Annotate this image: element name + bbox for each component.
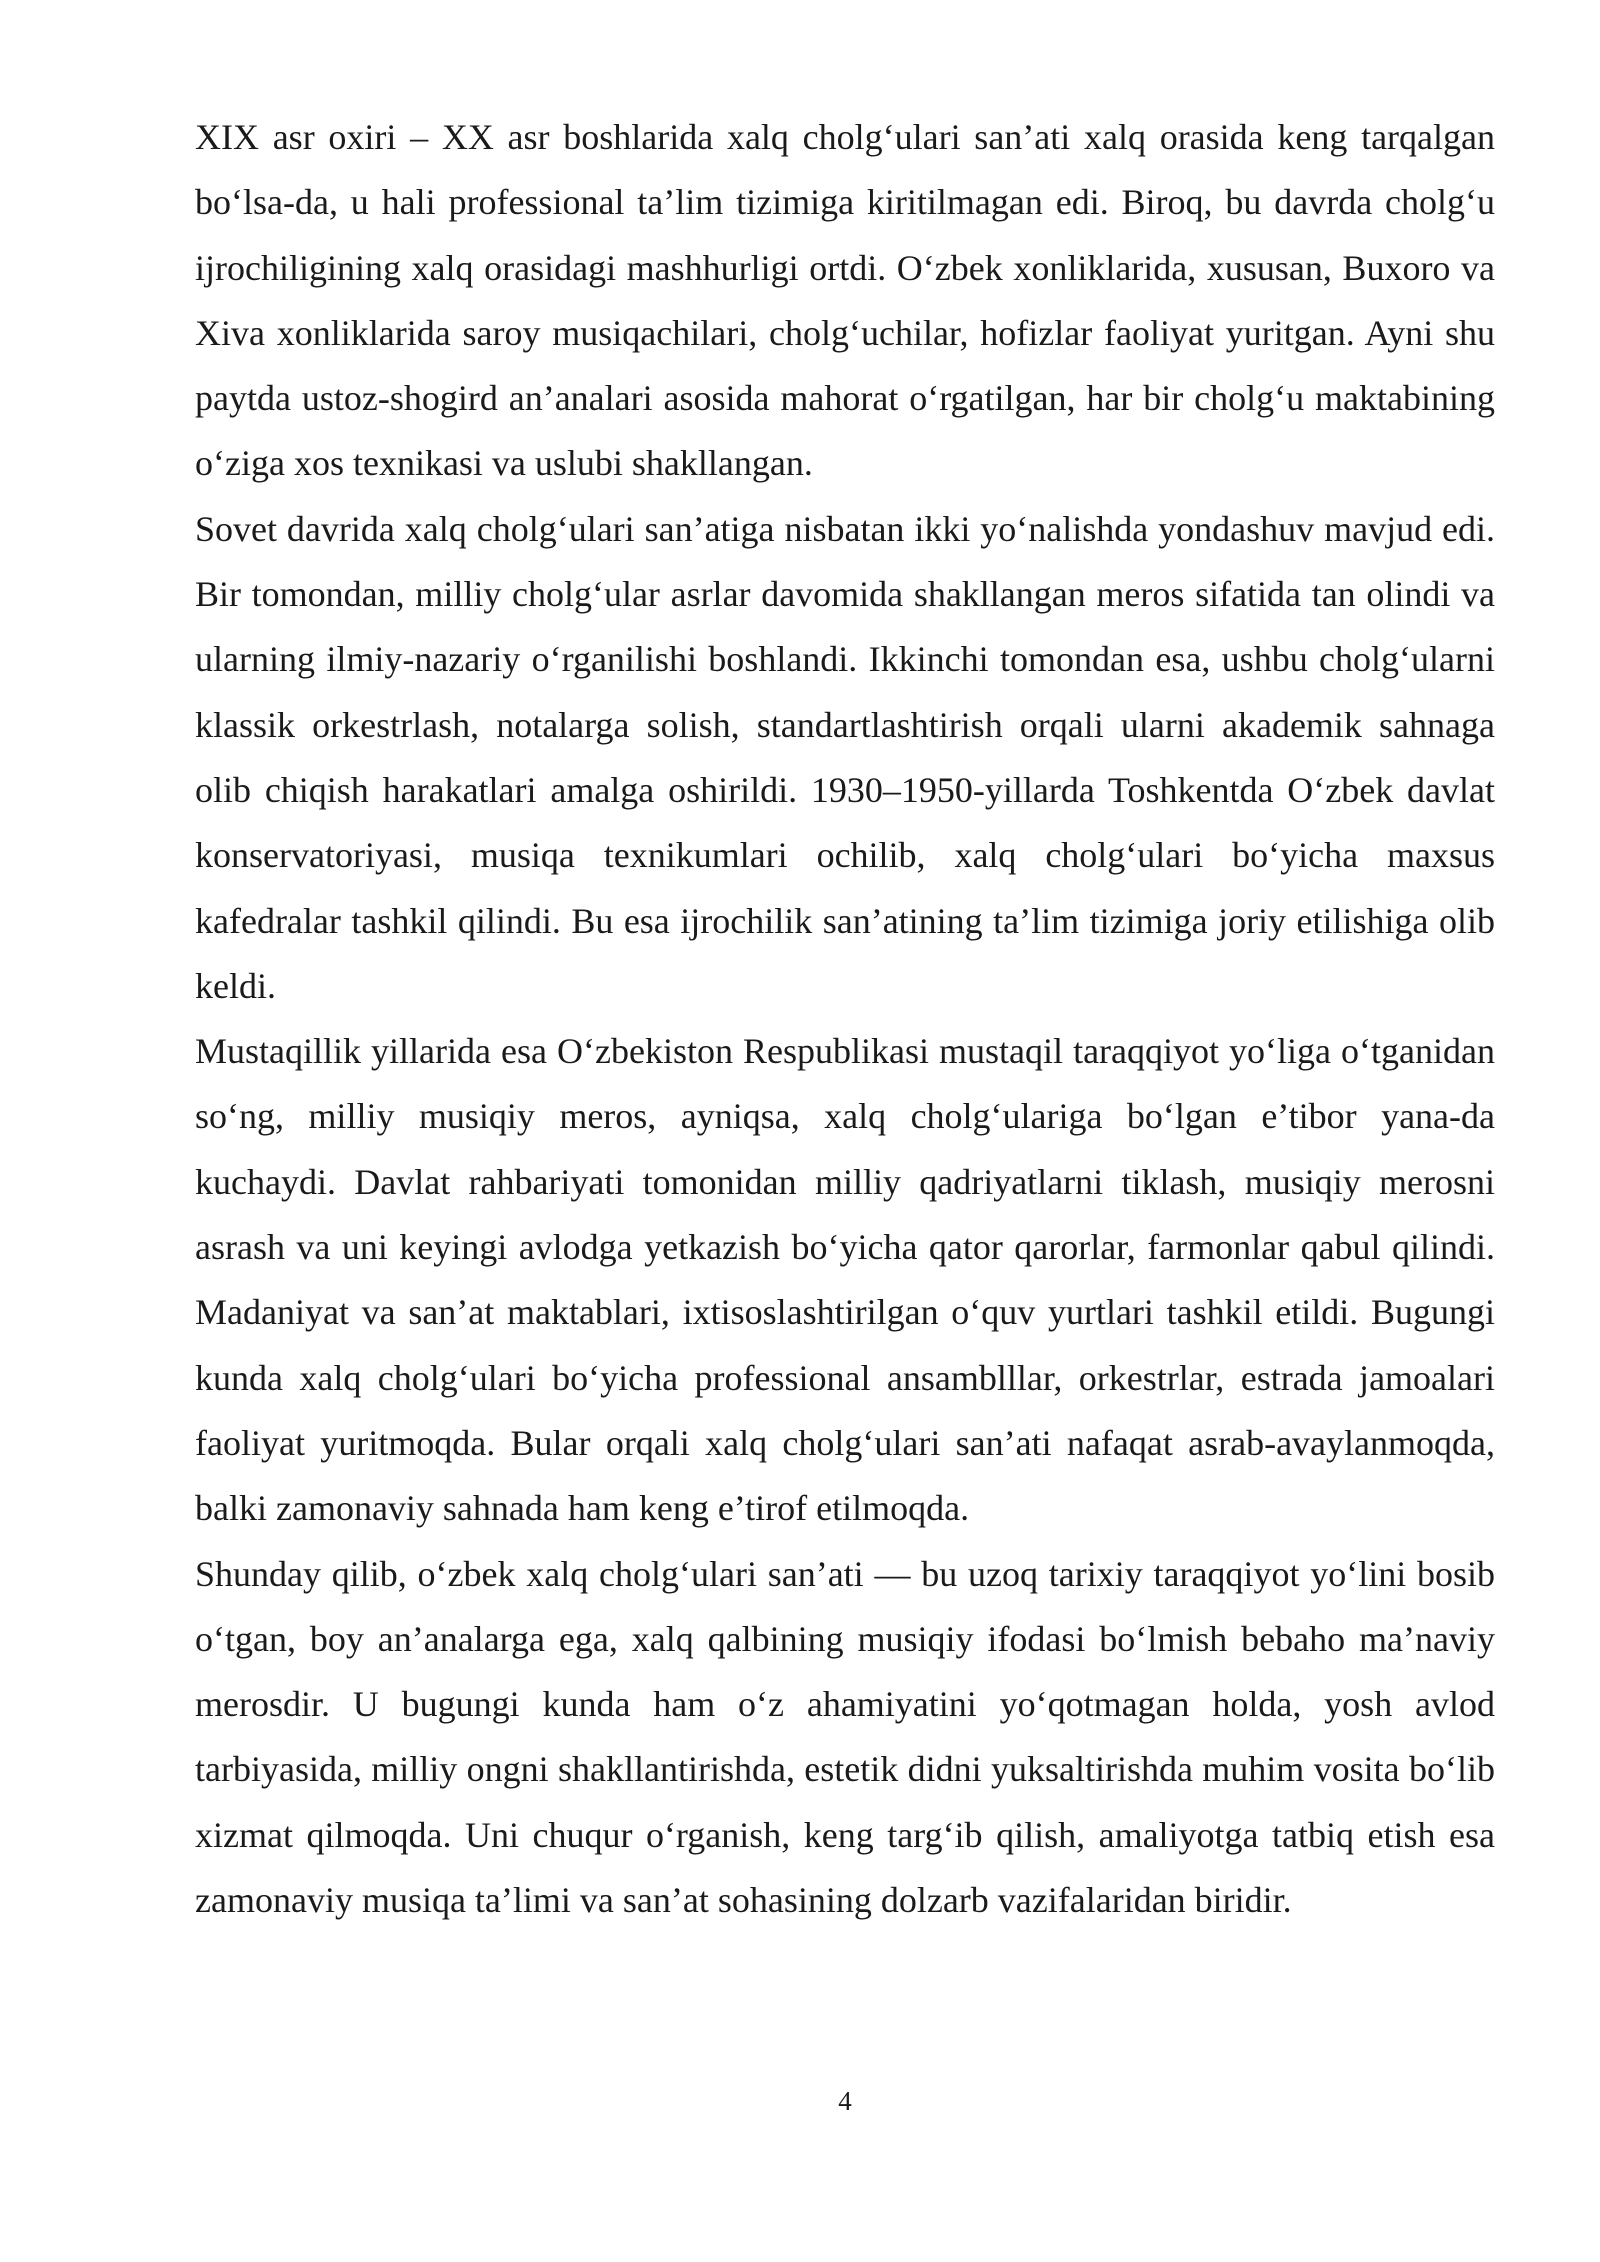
page-number: 4	[838, 2086, 852, 2116]
paragraph-3: Mustaqillik yillarida esa O‘zbekiston Respublikasi mustaqil taraqqiyot yo‘liga o‘tganidan so‘ng, milliy musiqiy meros, ayniqsa, xalq cholg‘ulariga bo‘lgan e’tibor yana-da kuchaydi. Davlat rahbariyati tomonidan milliy qadriyatlarni tiklash, musiqiy merosni asrash va uni keyingi avlodga yetkazish bo‘yicha qator qarorlar, farmonlar qabul qilindi. Madaniyat va san’at maktablari, ixtisoslashtirilgan o‘quv yurtlari tashkil etildi. Bugungi kunda xalq cholg‘ulari bo‘yicha professional ansamblllar, orkestrlar, estrada jamoalari faoliyat yuritmoqda. Bular orqali xalq cholg‘ulari san’ati nafaqat asrab-avaylanmoqda, balki zamonaviy sahnada ham keng e’tirof etilmoqda.	[195, 1031, 1495, 1529]
body-text	[195, 105, 1495, 1933]
paragraph-4: Shunday qilib, o‘zbek xalq cholg‘ulari san’ati — bu uzoq tarixiy taraqqiyot yo‘lini bosib o‘tgan, boy an’analarga ega, xalq qalbining musiqiy ifodasi bo‘lmish bebaho ma’naviy merosdir. U bugungi kunda ham o‘z ahamiyatini yo‘qotmagan holda, yosh avlod tarbiyasida, milliy ongni shakllantirishda, estetik didni yuksaltirishda muhim vosita bo‘lib xizmat qilmoqda. Uni chuqur o‘rganish, keng targ‘ib qilish, amaliyotga tatbiq etish esa zamonaviy musiqa ta’limi va san’at sohasining dolzarb vazifalaridan biridir.	[195, 1553, 1495, 1921]
paragraph-1: XIX asr oxiri – XX asr boshlarida xalq cholg‘ulari san’ati xalq orasida keng tarqalgan bo‘lsa-da, u hali professional ta’lim tizimiga kiritilmagan edi. Biroq, bu davrda cholg‘u ijrochiligining xalq orasidagi mashhurligi ortdi. O‘zbek xonliklarida, xususan, Buxoro va Xiva xonliklarida saroy musiqachilari, cholg‘uchilar, hofizlar faoliyat yuritgan. Ayni shu paytda ustoz-shogird an’analari asosida mahorat o‘rgatilgan, har bir cholg‘u maktabining o‘ziga xos texnikasi va uslubi shakllangan.	[195, 117, 1495, 484]
paragraph-2: Sovet davrida xalq cholg‘ulari san’atiga nisbatan ikki yo‘nalishda yondashuv mavjud edi. Bir tomondan, milliy cholg‘ular asrlar davomida shakllangan meros sifatida tan olindi va ularning ilmiy-nazariy o‘rganilishi boshlandi. Ikkinchi tomondan esa, ushbu cholg‘ularni klassik orkestrlash, notalarga solish, standartlashtirish orqali ularni akademik sahnaga olib chiqish harakatlari amalga oshirildi. 1930–1950-yillarda Toshkentda O‘zbek davlat konservatoriyasi, musiqa texnikumlari ochilib, xalq cholg‘ulari bo‘yicha maxsus kafedralar tashkil qilindi. Bu esa ijrochilik san’atining ta’lim tizimiga joriy etilishiga olib keldi.	[195, 508, 1495, 1006]
